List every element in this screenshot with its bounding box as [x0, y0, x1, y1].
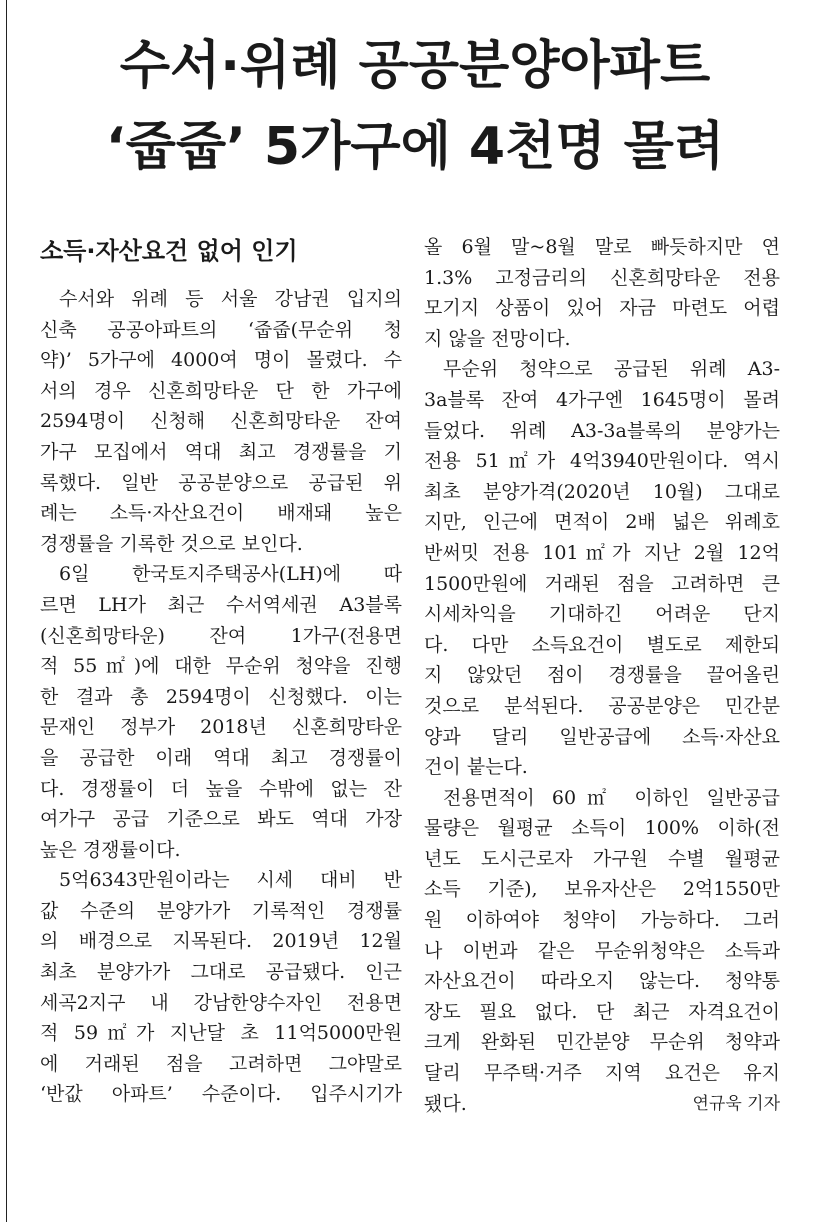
left-column-rule: [6, 0, 7, 1222]
right-column: [424, 232, 780, 1119]
body-line: 3a블록 잔여 4가구엔 1645명이 몰려: [424, 388, 780, 411]
headline-line-2: ‘줍줍’ 5가구에 4천명 몰려: [105, 117, 725, 177]
body-line: 값 수준의 분양가가 기록적인 경쟁률: [40, 899, 402, 922]
body-line: 지 않을 전망이다.: [424, 327, 571, 350]
body-line: 무순위 청약으로 공급된 위례 A3-: [443, 358, 780, 381]
body-line: 가구 모집에서 역대 최고 경쟁률을 기: [40, 440, 402, 463]
body-line: 달리 무주택·거주 지역 요건은 유지: [424, 1062, 780, 1085]
body-line: 례는 소득·자산요건이 배재돼 높은: [40, 502, 402, 525]
body-line: 다. 다만 소득요건이 별도로 제한되: [424, 633, 780, 656]
body-line: 년도 도시근로자 가구원 수별 월평균: [424, 847, 780, 870]
body-line: 건이 붙는다.: [424, 756, 528, 779]
body-line: 최초 분양가격(2020년 10월) 그대로: [424, 480, 780, 503]
body-line: 수서와 위례 등 서울 강남권 입지의: [59, 288, 402, 310]
body-line: 물량은 월평균 소득이 100% 이하(전: [424, 817, 780, 840]
body-line: ‘반값 아파트’ 수준이다. 입주시기가: [40, 1083, 402, 1106]
body-line: 적 59㎡가 지난달 초 11억5000만원: [40, 1022, 402, 1045]
body-line: 1.3% 고정금리의 신혼희망타운 전용: [424, 266, 780, 289]
body-line: 여가구 공급 기준으로 봐도 역대 가장: [40, 808, 402, 831]
body-line: 것으로 분석된다. 공공분양은 민간분: [424, 694, 780, 717]
body-line: 됐다.: [424, 1092, 467, 1115]
body-line: (신혼희망타운) 잔여 1가구(전용면: [40, 624, 402, 647]
left-column: [40, 232, 402, 1110]
subheadline: 소득·자산요건 없어 인기: [40, 237, 298, 265]
final-line-with-byline: [424, 1089, 780, 1120]
body-line: 들었다. 위례 A3-3a블록의 분양가는: [424, 419, 780, 442]
body-line: 지 않았던 점이 경쟁률을 끌어올린: [424, 664, 780, 687]
body-line: 자산요건이 따라오지 않는다. 청약통: [424, 970, 780, 993]
body-line: 6일 한국토지주택공사(LH)에 따: [59, 563, 402, 586]
body-line: 양과 달리 일반공급에 소득·자산요: [424, 725, 780, 748]
body-line: 에 거래된 점을 고려하면 그야말로: [40, 1052, 402, 1075]
body-line: 경쟁률을 기록한 것으로 보인다.: [40, 532, 303, 555]
byline: 연규욱 기자: [692, 1093, 780, 1114]
body-line: 원 이하여야 청약이 가능하다. 그러: [424, 909, 780, 932]
body-line: 문재인 정부가 2018년 신혼희망타운: [40, 716, 402, 739]
body-line: 반써밋 전용 101㎡가 지난 2월 12억: [424, 541, 780, 564]
body-line: 신축 공공아파트의 ‘줍줍(무순위 청: [40, 318, 402, 341]
body-line: 올 6월 말~8월 말로 빠듯하지만 연: [424, 236, 780, 258]
body-line: 장도 필요 없다. 단 최근 자격요건이: [424, 1000, 780, 1023]
body-line: 높은 경쟁률이다.: [40, 838, 181, 861]
body-line: 의 배경으로 지목된다. 2019년 12월: [40, 930, 402, 953]
body-line: 5억6343만원이라는 시세 대비 반: [59, 869, 402, 892]
body-line: 최초 분양가가 그대로 공급됐다. 인근: [40, 961, 402, 984]
body-line: 나 이번과 같은 무순위청약은 소득과: [424, 939, 780, 962]
body-line: 록했다. 일반 공공분양으로 공급된 위: [40, 471, 402, 494]
body-line: 적 55㎡)에 대한 무순위 청약을 진행: [40, 655, 402, 678]
headline-line-1: 수서·위례 공공분양아파트: [119, 36, 711, 96]
body-line: 르면 LH가 최근 수서역세권 A3블록: [40, 593, 402, 616]
body-line: 지만, 인근에 면적이 2배 넓은 위례호: [424, 511, 780, 534]
body-line: 1500만원에 거래된 점을 고려하면 큰: [424, 572, 780, 595]
body-line: 다. 경쟁률이 더 높을 수밖에 없는 잔: [40, 777, 402, 800]
body-line: 크게 완화된 민간분양 무순위 청약과: [424, 1031, 780, 1054]
body-line: 약)’ 5가구에 4000여 명이 몰렸다. 수: [40, 349, 402, 372]
body-line: 전용면적이 60㎡ 이하인 일반공급: [443, 786, 780, 809]
body-line: 세곡2지구 내 강남한양수자인 전용면: [40, 991, 402, 1014]
body-line: 시세차익을 기대하긴 어려운 단지: [424, 603, 780, 626]
body-line: 서의 경우 신혼희망타운 단 한 가구에: [40, 379, 402, 402]
body-line: 전용 51㎡가 4억3940만원이다. 역시: [424, 450, 780, 473]
body-line: 소득 기준), 보유자산은 2억1550만: [424, 878, 780, 901]
body-line: 을 공급한 이래 역대 최고 경쟁률이: [40, 746, 402, 769]
body-line: 2594명이 신청해 신혼희망타운 잔여: [40, 410, 402, 433]
body-line: 한 결과 총 2594명이 신청했다. 이는: [40, 685, 402, 708]
body-line: 모기지 상품이 있어 자금 마련도 어렵: [424, 297, 780, 320]
